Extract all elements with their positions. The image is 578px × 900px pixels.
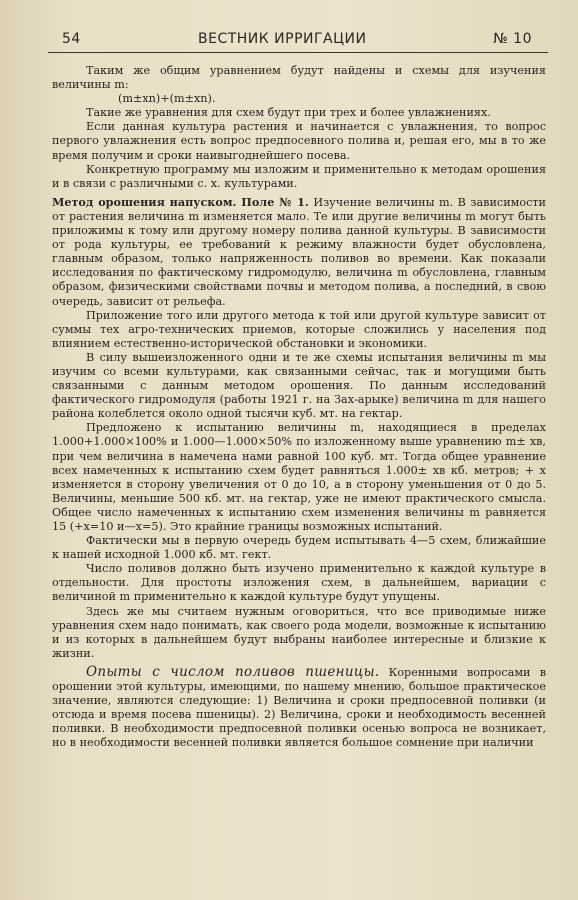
article-body: [52, 64, 546, 751]
issue-number: № 10: [493, 31, 532, 47]
paragraph: Предложено к испытанию величины m, находящиеся в пределах 1.000+1.000×100% и 1.000—1.000×50% по изложенному выше уравнению m± xв, при чем величина в намечена нами равной 100 куб. мт. Тогда общее уравнение всех намеченных к испытанию схем будет равняться 1.000± xв кб. метров; + x изменяется в сторону увеличения от 0 до 10, а в сторону уменьшения от 0 до 5. Величины, меньшие 500 кб. мт. на гектар, уже не имеют практического смысла. Общее число намеченных к испытанию схем изменения величины m равняется 15 (+x=10 и—x=5). Это крайние границы возможных испытаний.: [52, 421, 546, 533]
paragraph: Здесь же мы считаем нужным оговориться, что все приводимые ниже уравнения схем надо понимать, как своего рода модели, возможные к испытанию и из которых в дальнейшем будут выбраны наиболее интересные и близкие к жизни.: [52, 604, 546, 660]
paragraph: Число поливов должно быть изучено применительно к каждой культуре в отдельности. Для простоты изложения схем, в дальнейшем, вариации с величиной m применительно к каждой культуре будут упущены.: [52, 562, 546, 604]
page-number: 54: [62, 31, 81, 47]
journal-title: ВЕСТНИК ИРРИГАЦИИ: [198, 31, 367, 47]
paragraph: Таким же общим уравнением будут найдены и схемы для изучения величины m:: [52, 64, 546, 92]
formula: (m±xn)+(m±xn).: [118, 92, 216, 106]
wheat-text: Коренными вопросами в орошении этой культуры, имеющими, по нашему мнению, большое практическое значение, являются следующие: 1) Величина и сроки предпосевной поливки (и отсюда и время посева пшеницы). 2) Величина, сроки и необходимость весенней поливки. В необходимости предпосевной поливки осенью вопроса не возникает, но в необходимости весенней поливки является большое сомнение при наличии: [52, 665, 546, 750]
page-header: [48, 28, 548, 53]
paragraph: В силу вышеизложенного одни и те же схемы испытания величины m мы изучим со всеми культурами, как связанными сейчас, так и могущими быть связанными с данным методом орошения. По данным исследований фактического гидромодуля (работы 1921 г. на Зах-арыке) величина m для нашего района колеблется около одной тысячи куб. мт. на гектар.: [52, 350, 546, 421]
paragraph: Такие же уравнения для схем будут при трех и более увлажнениях.: [86, 106, 491, 120]
paragraph: Фактически мы в первую очередь будем испытывать 4—5 схем, ближайшие к нашей исходной 1.000 кб. мт. гект.: [52, 534, 546, 562]
method-text: Изучение величины m. В зависимости от растения величина m изменяется мало. Те или другие величины m могут быть приложимы к тому или другому номеру полива данной культуры. В зависимости от рода культуры, ее требований к режиму влажности будет обусловлена, главным образом, только напряженность поливов во времени. Как показали исследования по фактическому гидромодулю, величина m обусловлена, главным образом, физическими свойствами почвы и методом полива, а последний, в свою очередь, зависит от рельефа.: [52, 195, 547, 308]
paragraph: Приложение того или другого метода к той или другой культуре зависит от суммы тех агро-технических приемов, которые сложились у населения под влиянием естественно-исторической обстановки и экономики.: [52, 308, 546, 350]
wheat-paragraph: [52, 665, 546, 751]
paragraph: Конкретную программу мы изложим и применительно к методам орошения и в связи с различными с. х. культурами.: [52, 162, 546, 190]
method-paragraph: [52, 195, 546, 309]
method-heading: Метод орошения напуском. Поле № 1.: [52, 194, 309, 209]
wheat-subheading: Опыты с числом поливов пшеницы.: [86, 663, 380, 680]
paragraph: Если данная культура растения и начинается с увлажнения, то вопрос первого увлажнения есть вопрос предпосевного полива и, решая его, мы в то же время получим и сроки наивыгоднейшего посева.: [52, 120, 546, 162]
